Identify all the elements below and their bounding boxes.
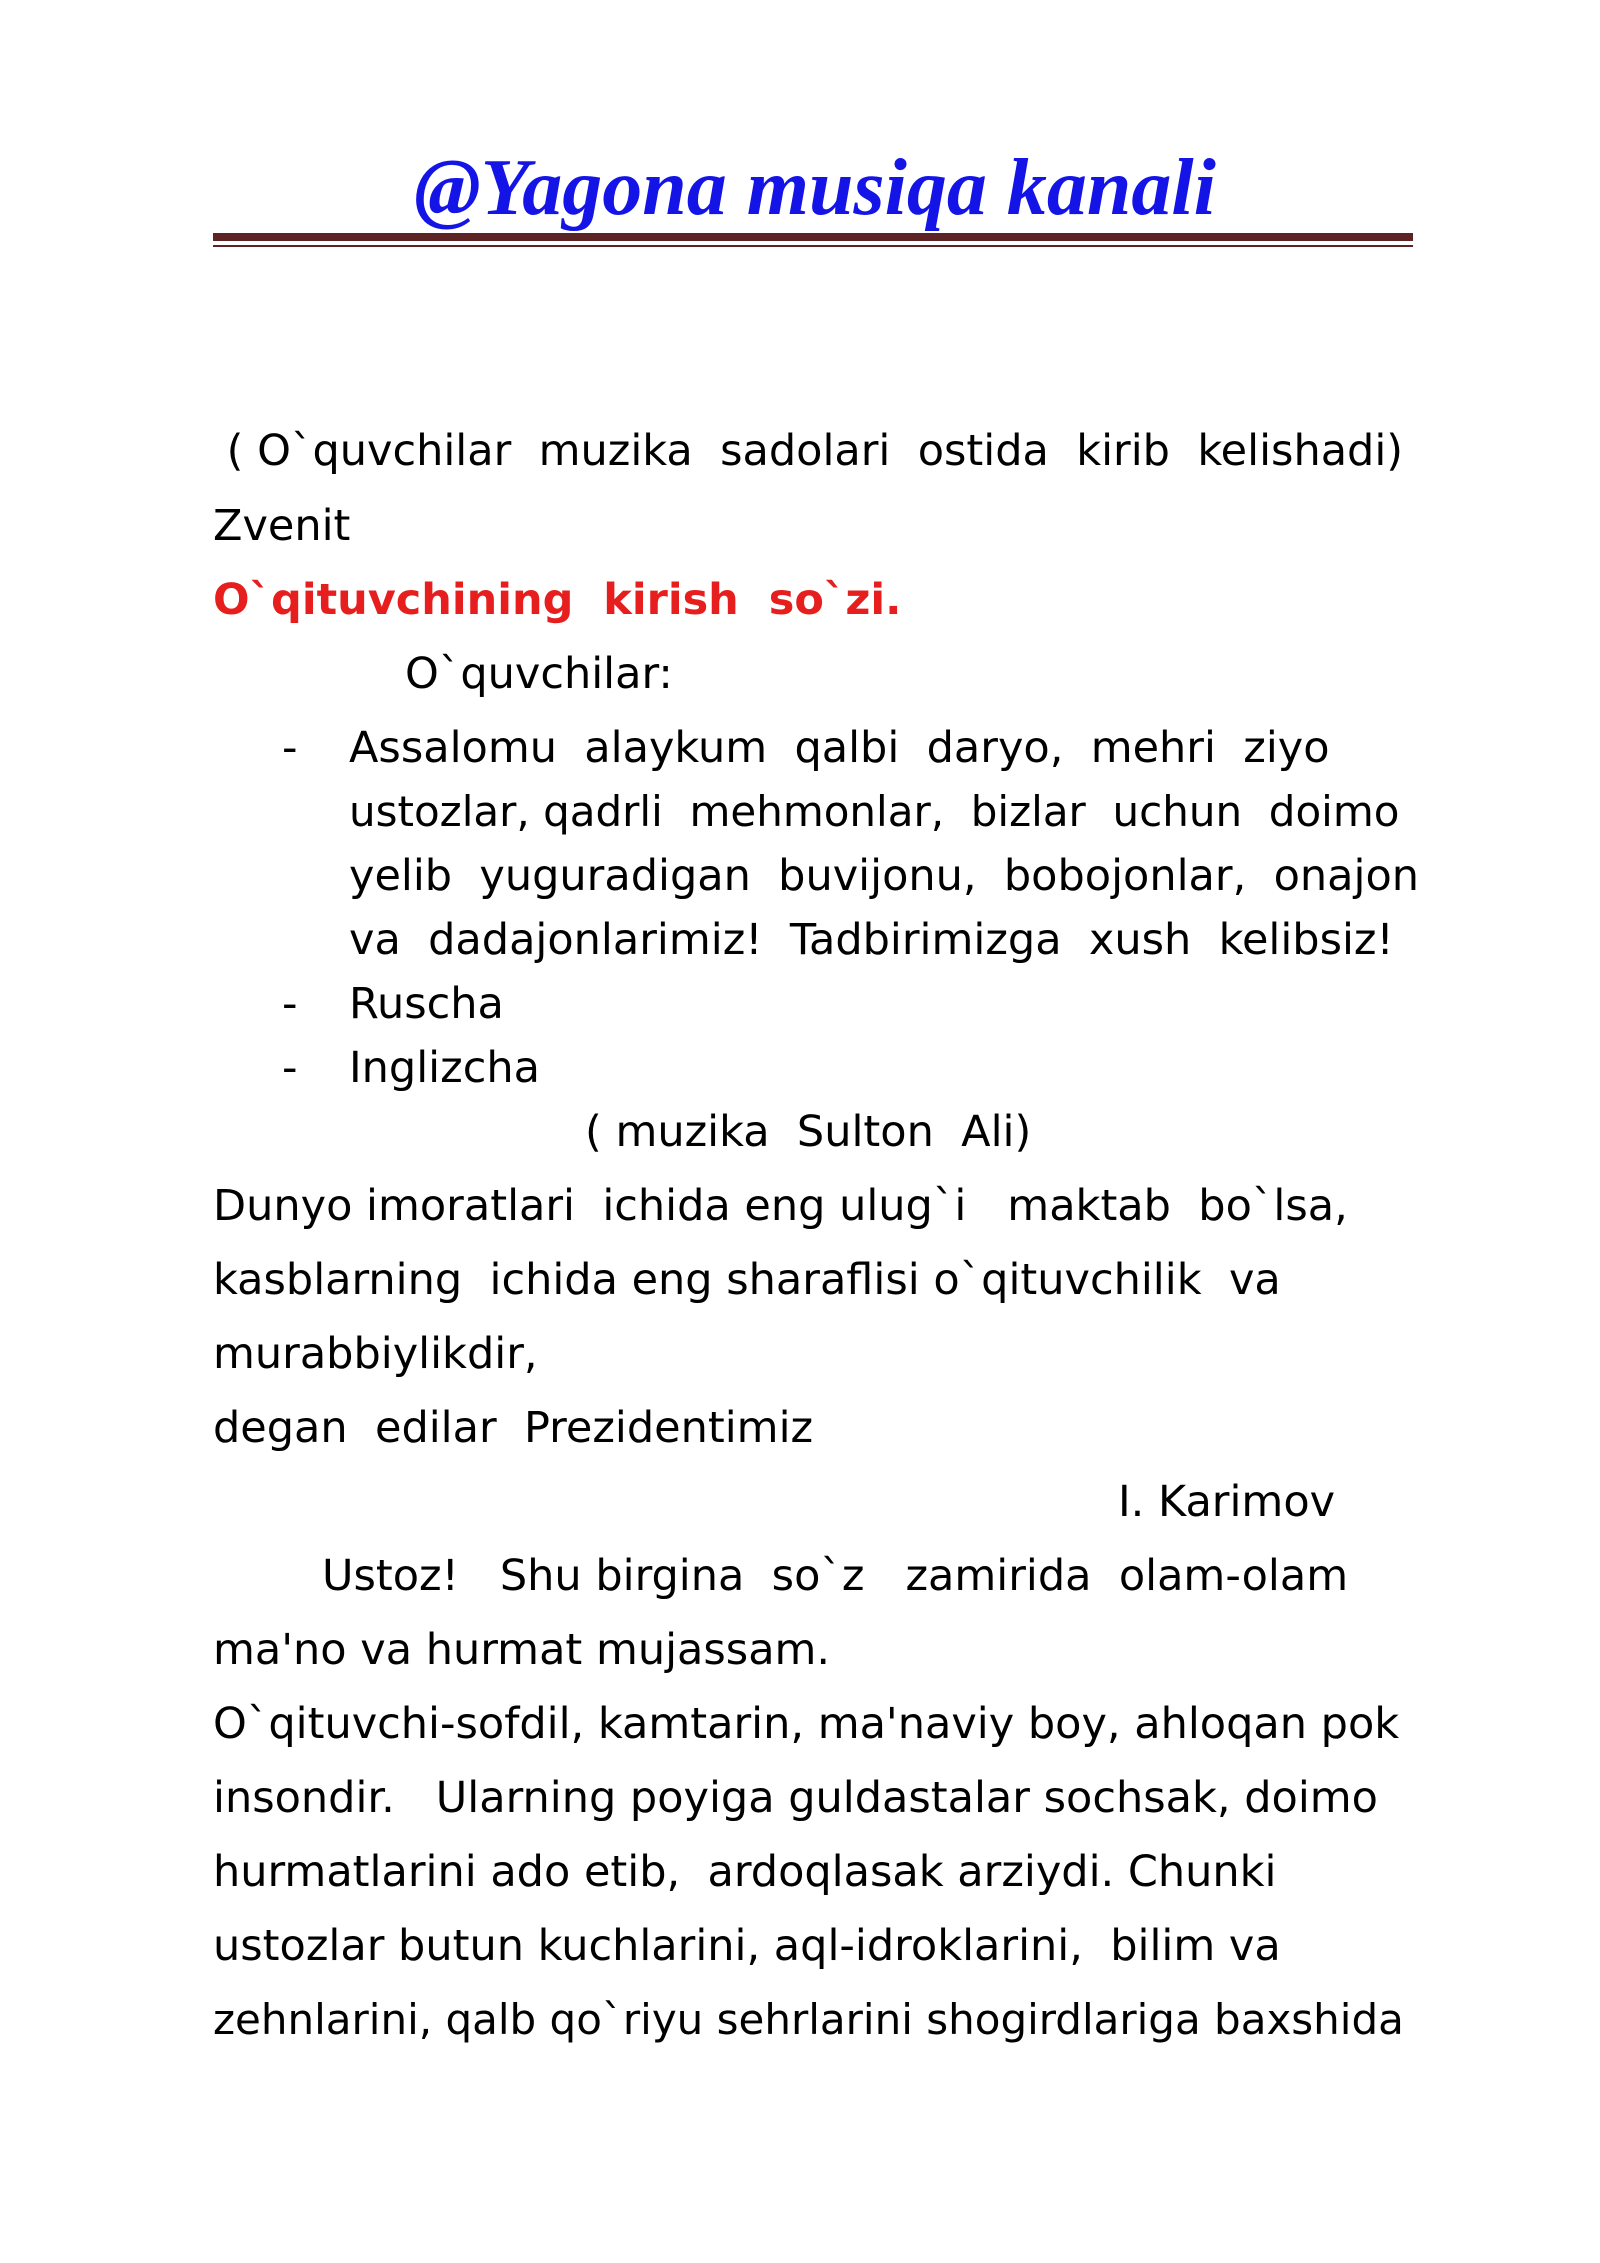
greeting-line: va dadajonlarimiz! Tadbirimizga xush kelibsiz! (349, 915, 1394, 965)
greeting-line: Assalomu alaykum qalbi daryo, mehri ziyo (349, 723, 1330, 773)
list-dash: - (282, 723, 298, 773)
quote-line: murabbiylikdir, (213, 1329, 538, 1379)
paragraph-line: zehnlarini, qalb qo`riyu sehrlarini shogirdlariga baxshida (213, 1995, 1404, 2044)
list-item-inglizcha: Inglizcha (349, 1043, 540, 1093)
paragraph-line: insondir. Ularning poyiga guldastalar sochsak, doimo (213, 1773, 1378, 1823)
header-rule-thick (213, 233, 1413, 241)
paragraph-line: hurmatlarini ado etib, ardoqlasak arziydi. Chunki (213, 1847, 1277, 1897)
quote-line: kasblarning ichida eng sharaflisi o`qituvchilik va (213, 1255, 1281, 1305)
header-title: @Yagona musiqa kanali (414, 144, 1216, 232)
list-dash: - (282, 1043, 298, 1093)
students-label: O`quvchilar: (405, 649, 673, 699)
greeting-line: ustozlar, qadrli mehmonlar, bizlar uchun doimo (349, 787, 1400, 836)
paragraph-line: ma'no va hurmat mujassam. (213, 1625, 831, 1675)
quote-line: degan edilar Prezidentimiz (213, 1403, 814, 1453)
stage-direction: ( O`quvchilar muzika sadolari ostida kirib kelishadi) (213, 426, 1404, 476)
signature: I. Karimov (1118, 1477, 1336, 1527)
list-dash: - (282, 979, 298, 1029)
zvenit-text: Zvenit (213, 501, 351, 551)
header-rule-thin (213, 245, 1413, 247)
greeting-line: yelib yuguradigan buvijonu, bobojonlar, onajon (349, 851, 1420, 901)
music-note: ( muzika Sulton Ali) (585, 1107, 1032, 1157)
list-item-ruscha: Ruscha (349, 979, 504, 1029)
paragraph-line: O`qituvchi-sofdil, kamtarin, ma'naviy boy, ahloqan pok (213, 1699, 1400, 1749)
paragraph-line: Ustoz! Shu birgina so`z zamirida olam-olam (322, 1551, 1349, 1601)
quote-line: Dunyo imoratlari ichida eng ulug`i maktab bo`lsa, (213, 1181, 1348, 1231)
paragraph-line: ustozlar butun kuchlarini, aql-idroklarini, bilim va (213, 1921, 1281, 1971)
teacher-intro-heading: O`qituvchining kirish so`zi. (213, 575, 902, 625)
